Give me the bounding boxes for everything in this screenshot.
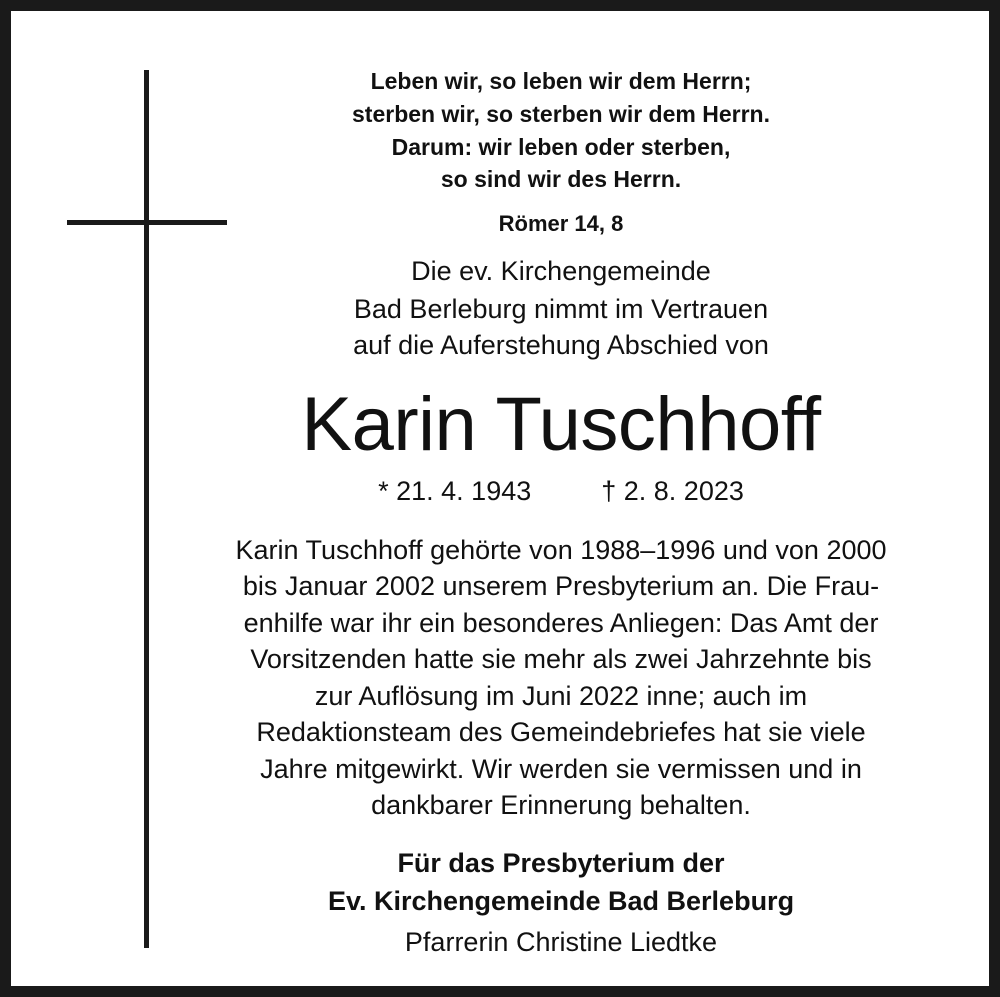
signature-line: Für das Presbyterium der bbox=[397, 848, 725, 878]
deceased-name: Karin Tuschhoff bbox=[301, 382, 821, 467]
intro-line: Die ev. Kirchengemeinde bbox=[411, 256, 711, 286]
intro-line: auf die Auferstehung Abschied von bbox=[353, 330, 769, 360]
death-date: † 2. 8. 2023 bbox=[601, 476, 744, 506]
tribute-line: bis Januar 2002 unserem Presbyterium an. Die Frau- bbox=[242, 571, 880, 601]
signer-name: Pfarrerin Christine Liedtke bbox=[404, 927, 718, 957]
verse-reference: Römer 14, 8 bbox=[498, 211, 624, 236]
tribute-line: dankbarer Erinnerung behalten. bbox=[371, 790, 751, 820]
verse-line: Darum: wir leben oder sterben, bbox=[391, 134, 731, 160]
tribute-line: zur Auflösung im Juni 2022 inne; auch im bbox=[314, 681, 808, 711]
life-dates bbox=[181, 473, 941, 509]
signature-line: Ev. Kirchengemeinde Bad Berleburg bbox=[327, 886, 795, 916]
intro-line: Bad Berleburg nimmt im Vertrauen bbox=[353, 294, 769, 324]
verse-line: sterben wir, so sterben wir dem Herrn. bbox=[352, 101, 770, 127]
birth-date: * 21. 4. 1943 bbox=[378, 476, 532, 506]
tribute-line: Jahre mitgewirkt. Wir werden sie vermissen und in bbox=[260, 754, 862, 784]
tribute-line: Redaktionsteam des Gemeindebriefes hat sie viele bbox=[256, 717, 866, 747]
tribute-line: Vorsitzenden hatte sie mehr als zwei Jahrzehnte bis bbox=[250, 644, 872, 674]
verse-line: Leben wir, so leben wir dem Herrn; bbox=[370, 68, 752, 94]
verse-line: so sind wir des Herrn. bbox=[440, 166, 682, 192]
tribute-line: Karin Tuschhoff gehörte von 1988–1996 und von 2000 bbox=[235, 535, 887, 565]
cross-vertical-bar bbox=[144, 70, 149, 948]
tribute-line: enhilfe war ihr ein besonderes Anliegen: Das Amt der bbox=[243, 608, 879, 638]
